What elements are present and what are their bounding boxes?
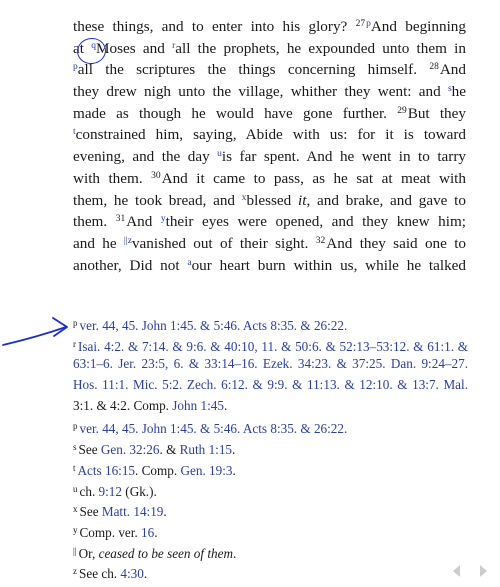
footnote-s [73, 437, 468, 458]
footnote-marker[interactable]: r [172, 40, 176, 51]
text-span: their eyes were opened, and they knew him; [165, 213, 466, 231]
italic-word: it [298, 191, 307, 209]
chevron-right-icon [475, 563, 491, 579]
cross-reference-link[interactable]: Acts 16:15 [77, 462, 136, 478]
text-line [73, 188, 466, 210]
chevron-left-icon [449, 563, 465, 579]
footnote-letter: x [73, 504, 78, 515]
footnote-marker[interactable]: s [447, 84, 452, 95]
text-line [73, 79, 466, 101]
footnote-text: ch. [79, 483, 99, 499]
footnote-or [73, 541, 468, 562]
footnote-r-continued [73, 396, 468, 417]
footnotes [73, 313, 468, 582]
cross-reference-link[interactable]: ver. 44, 45. John 1:45. & 5:46. Acts 8:35. & 26:22. [79, 421, 348, 437]
handwritten-arrow-annotation [0, 310, 72, 350]
footnote-letter: y [73, 524, 78, 535]
text-line [73, 101, 466, 123]
text-span: all the scriptures the things concerning himself. [77, 61, 430, 79]
text-span: constrained him, saying, Abide with us: for it is toward [75, 126, 466, 144]
cross-reference-link[interactable]: 63:1–6. Jer. 23:5, 6. & 33:14–16. Ezek. 34:23. & 37:25. Dan. 9:24–27. [73, 356, 468, 372]
text-span: another, Did not [73, 256, 188, 274]
text-span: our heart burn within us, while he talked [191, 256, 466, 274]
cross-reference-link[interactable]: John 1:45 [172, 397, 224, 413]
text-span: vanished out of their sight. [131, 234, 316, 252]
text-line [73, 122, 466, 144]
text-line [73, 166, 466, 188]
text-span: , and brake, and gave to [306, 191, 466, 209]
footnote-p [73, 416, 468, 437]
verse-number: 29 [397, 105, 407, 116]
cross-reference-link[interactable]: 4:30 [120, 566, 144, 582]
text-span: evening, and the day [73, 148, 218, 166]
cross-reference-link[interactable]: 16 [141, 524, 155, 540]
footnote-marker[interactable]: t [73, 127, 76, 138]
text-line [73, 209, 466, 231]
text-span: he [451, 83, 466, 101]
verse-number: 31 [115, 214, 126, 225]
footnote-text: See [79, 504, 102, 520]
footnote-r-continued [73, 375, 468, 396]
footnote-text: . [223, 397, 228, 413]
footnote-letter: p [73, 421, 78, 432]
cross-reference-link[interactable]: ver. 44, 45. John 1:45. & 5:46. Acts 8:35. & 26:22. [79, 318, 348, 333]
text-line [73, 253, 466, 275]
footnote-t [73, 458, 468, 479]
previous-page-button[interactable] [449, 563, 465, 579]
footnote-marker[interactable]: p [73, 62, 78, 73]
footnote-marker[interactable]: u [217, 149, 222, 160]
footnote-letter: || [73, 545, 77, 556]
footnote-letter: t [73, 462, 76, 473]
footnote-r-continued [73, 354, 468, 375]
footnote-text: . [233, 545, 237, 561]
footnote-text: 3:1. & 4:2. Comp. [73, 397, 173, 413]
cross-reference-link[interactable]: Gen. 19:3 [180, 462, 233, 478]
footnote-text: . [232, 442, 236, 458]
footnote-text: Or, [78, 545, 99, 561]
footnote-marker[interactable]: q [91, 40, 96, 51]
footnote-text: . & [159, 442, 180, 458]
footnote-text: . [163, 504, 167, 520]
cross-reference-link[interactable]: 9:12 [98, 483, 122, 499]
footnote-marker[interactable]: y [160, 214, 166, 225]
text-span: they drew nigh unto the village, whither they went: and [73, 83, 448, 101]
verse-number: 28 [429, 62, 439, 73]
verse-number: 32 [315, 235, 326, 246]
verse-number: 27 [355, 19, 366, 29]
text-span: Moses and [95, 39, 173, 57]
footnote-text: (Gk.). [122, 483, 157, 499]
cross-reference-link[interactable]: Hos. 11:1. Mic. 5:2. Zech. 6:12. & 9:9. & 11:13. & 12:10. & 13:7. Mal. [73, 377, 468, 393]
cross-reference-link[interactable]: Ruth 1:15 [179, 442, 233, 458]
footnote-u [73, 479, 468, 500]
footnote-letter: z [73, 566, 77, 577]
cross-reference-link[interactable]: Matt. 14:19 [101, 504, 164, 520]
footnote-marker[interactable]: a [187, 257, 192, 268]
text-span: these things, and to enter into his glory? [73, 18, 356, 35]
footnote-text: . [143, 566, 148, 582]
text-span: And it came to pass, as he sat at meat with [161, 169, 467, 187]
text-span: And [439, 61, 466, 79]
footnote-letter: s [73, 442, 77, 453]
text-span: at [73, 39, 92, 57]
footnote-text: ceased to be seen of them [98, 545, 233, 561]
footnote-marker[interactable]: ||z [123, 235, 132, 246]
footnote-r [73, 334, 468, 355]
next-page-button[interactable] [475, 563, 491, 579]
footnote-letter: p [73, 318, 78, 328]
text-line [73, 36, 466, 58]
text-span: them, he took bread, and [73, 191, 242, 209]
text-span: made as though he would have gone further. [73, 104, 398, 122]
verse-number: 30 [151, 170, 161, 181]
text-line [73, 144, 466, 166]
footnote-text: Comp. ver. [79, 524, 142, 540]
footnote-y [73, 520, 468, 541]
footnote-text: . [154, 524, 158, 540]
text-span: But they [407, 104, 466, 122]
text-span: And beginning [370, 18, 466, 35]
footnote-letter: r [73, 338, 76, 349]
text-span: blessed [246, 191, 299, 209]
cross-reference-link[interactable]: Isai. 4:2. & 7:14. & 9:6. & 40:10, 11. & 50:6. & 52:13–53:12. & 61:1. & [78, 338, 468, 354]
footnote-text: . Comp. [135, 462, 181, 478]
text-span: with them. [73, 169, 152, 187]
text-span: is far spent. And he went in to tarry [221, 148, 466, 166]
footnote-text: . [232, 462, 236, 478]
text-line [73, 231, 466, 253]
footnote-p [73, 313, 468, 334]
text-span: and he [73, 234, 124, 252]
cross-reference-link[interactable]: Gen. 32:26 [100, 442, 160, 458]
text-span: them. [73, 213, 116, 231]
text-line [73, 14, 466, 36]
text-span: And they said one to [326, 234, 467, 252]
footnote-text: See ch. [79, 566, 121, 582]
text-line [73, 57, 466, 79]
footnote-letter: u [73, 483, 78, 494]
footnote-z [73, 561, 468, 582]
footnote-marker[interactable]: p [366, 19, 371, 29]
scripture-text [73, 14, 466, 274]
footnote-text: See [78, 442, 101, 458]
footnote-marker[interactable]: x [241, 192, 247, 203]
text-span: And [126, 213, 161, 231]
footnote-x [73, 499, 468, 520]
text-span: all the prophets, he expounded unto them in [175, 39, 466, 57]
